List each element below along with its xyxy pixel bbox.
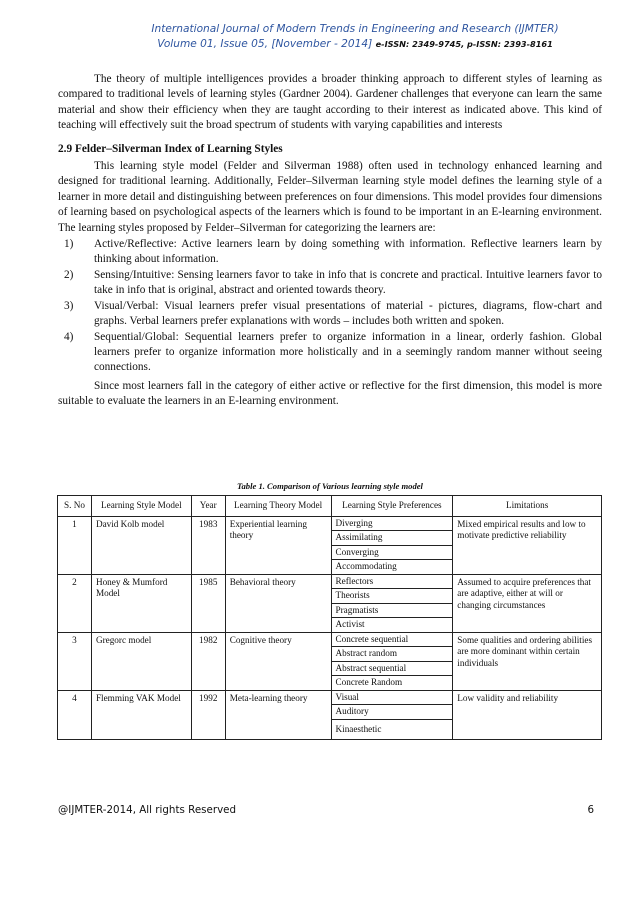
cell-preference: Visual [331,690,453,705]
cell-limitations: Some qualities and ordering abilities are more dominant within certain individuals [453,632,602,690]
article-body [58,72,602,410]
cell-preference: Accommodating [331,560,453,575]
cell-theory: Experiential learning theory [225,516,331,574]
header-sno: S. No [58,496,92,517]
cell-preference: Reflectors [331,574,453,589]
table-row [58,690,602,705]
cell-sno: 3 [58,632,92,690]
cell-preference: Auditory [331,705,453,720]
cell-preference: Abstract sequential [331,661,453,676]
cell-preference: Assimilating [331,531,453,546]
section-heading: 2.9 Felder–Silverman Index of Learning Styles [58,142,283,155]
journal-issn: e-ISSN: 2349-9745, p-ISSN: 2393-8161 [375,39,553,49]
comparison-table [57,495,602,740]
cell-preference: Abstract random [331,647,453,662]
cell-preference: Kinaesthetic [331,719,453,740]
cell-sno: 2 [58,574,92,632]
list-item [64,299,602,330]
list-item-text: Sequential/Global: Sequential learners prefer to organize information in a linear, orderly fashion. Global learners prefer to organize information more holistically and in a seemingly random manner without seeing connections. [94,330,602,374]
cell-theory: Behavioral theory [225,574,331,632]
section-paragraph: This learning style model (Felder and Silverman 1988) often used in technology enhanced learning and designed for traditional learning. Additionally, Felder–Silverman learning style model defines the learning style of a learner in more detail and distinguishing between preferences on four dimensions. This model provides four dimensions of learning based on psychological aspects of the learners which is found to be important in an E-learning environment. The learning styles proposed by Felder–Silverman for categorizing the learners are: [58,160,602,234]
cell-sno: 1 [58,516,92,574]
cell-theory: Meta-learning theory [225,690,331,740]
header-model: Learning Style Model [91,496,191,517]
cell-preference: Concrete Random [331,676,453,691]
journal-header [120,22,590,52]
header-theory: Learning Theory Model [225,496,331,517]
table-header-row [58,496,602,517]
cell-sno: 4 [58,690,92,740]
list-item-number: 1) [64,238,74,251]
page-footer [58,804,594,816]
table-row [58,632,602,647]
intro-paragraph: The theory of multiple intelligences provides a broader thinking approach to different styles of learning as compared to traditional levels of learning styles (Gardner 2004). Gardener challenges that everyone can learn the same material and show their efficiency when they are taught according to their interest as indicated above. This kind of teaching will effectively suit the broad spectrum of students with varying capabilities and interests [58,73,602,132]
list-item-number: 4) [64,330,74,343]
cell-limitations: Assumed to acquire preferences that are adaptive, either at will or changing circumstances [453,574,602,632]
table-caption: Table 1. Comparison of Various learning style model [237,481,423,491]
closing-paragraph: Since most learners fall in the category of either active or reflective for the first dimension, this model is more suitable to evaluate the learners in an E-learning environment. [58,379,602,408]
cell-preference: Concrete sequential [331,632,453,647]
list-item [64,330,602,376]
cell-preference: Converging [331,545,453,560]
cell-preference: Theorists [331,589,453,604]
list-item-text: Visual/Verbal: Visual learners prefer visual presentations of material - pictures, diagrams, flow-chart and graphs. Verbal learners prefer explanations with words – includes both written and spoken. [94,299,602,328]
cell-model: Honey & Mumford Model [91,574,191,632]
cell-theory: Cognitive theory [225,632,331,690]
list-item [64,237,602,268]
learning-styles-list [58,237,602,376]
cell-year: 1992 [191,690,225,740]
table-row [58,574,602,589]
cell-limitations: Mixed empirical results and low to motivate predictive reliability [453,516,602,574]
header-year: Year [191,496,225,517]
cell-model: Flemming VAK Model [91,690,191,740]
cell-model: David Kolb model [91,516,191,574]
page-number: 6 [587,804,594,816]
cell-year: 1983 [191,516,225,574]
cell-preference: Pragmatists [331,603,453,618]
journal-volume: Volume 01, Issue 05, [November - 2014] [157,38,373,50]
cell-limitations: Low validity and reliability [453,690,602,740]
header-preferences: Learning Style Preferences [331,496,453,517]
copyright-text: @IJMTER-2014, All rights Reserved [58,804,237,816]
journal-title: International Journal of Modern Trends in Engineering and Research (IJMTER) [151,23,559,35]
table-row [58,516,602,531]
list-item-text: Active/Reflective: Active learners learn by doing something with information. Reflective learners learn by thinking about information. [94,238,602,266]
cell-preference: Diverging [331,516,453,531]
list-item-number: 2) [64,268,74,281]
cell-preference: Activist [331,618,453,633]
list-item-text: Sensing/Intuitive: Sensing learners favor to take in info that is concrete and practical. Intuitive learners favor to take in info that is original, abstract and oriented towards theory. [94,268,602,297]
cell-year: 1985 [191,574,225,632]
list-item-number: 3) [64,299,74,312]
cell-year: 1982 [191,632,225,690]
cell-model: Gregorc model [91,632,191,690]
journal-volume-line [120,37,590,52]
header-limitations: Limitations [453,496,602,517]
list-item [64,268,602,299]
